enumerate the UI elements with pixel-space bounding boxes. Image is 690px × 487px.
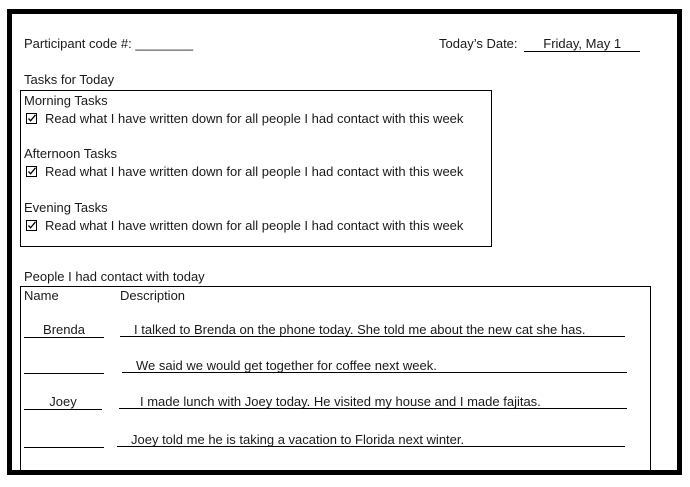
checkbox-checked-icon[interactable] xyxy=(26,166,37,177)
contact-description[interactable]: We said we would get together for coffee next week. xyxy=(122,358,627,373)
contact-description[interactable]: I talked to Brenda on the phone today. She told me about the new cat she has. xyxy=(120,322,625,337)
worksheet-frame xyxy=(7,9,682,475)
evening-tasks-title: Evening Tasks xyxy=(24,200,108,215)
afternoon-tasks-title: Afternoon Tasks xyxy=(24,146,117,161)
morning-tasks-title: Morning Tasks xyxy=(24,93,108,108)
people-heading: People I had contact with today xyxy=(24,269,205,284)
afternoon-task-item xyxy=(26,164,463,179)
contact-description[interactable]: Joey told me he is taking a vacation to Florida next winter. xyxy=(117,432,625,447)
contact-description[interactable]: I made lunch with Joey today. He visited my house and I made fajitas. xyxy=(119,394,627,409)
column-header-name: Name xyxy=(24,288,59,303)
morning-task-item xyxy=(26,111,463,126)
tasks-box xyxy=(20,90,492,247)
date-label: Today’s Date: xyxy=(439,36,518,51)
afternoon-task-text: Read what I have written down for all people I had contact with this week xyxy=(45,164,464,179)
participant-code-value: ________ xyxy=(135,36,194,51)
contact-name[interactable] xyxy=(24,358,104,374)
people-box xyxy=(20,286,651,475)
evening-task-item xyxy=(26,218,463,233)
contact-name[interactable] xyxy=(24,432,104,448)
contact-name[interactable]: Joey xyxy=(24,394,102,410)
contact-name[interactable]: Brenda xyxy=(24,322,104,338)
participant-code-label: Participant code #: xyxy=(24,36,132,51)
tasks-heading: Tasks for Today xyxy=(24,72,115,87)
todays-date xyxy=(439,36,640,52)
date-value: Friday, May 1 xyxy=(524,37,640,52)
checkbox-checked-icon[interactable] xyxy=(26,113,37,124)
column-header-description: Description xyxy=(120,288,186,303)
participant-code xyxy=(24,36,193,51)
evening-task-text: Read what I have written down for all people I had contact with this week xyxy=(45,218,464,233)
checkbox-checked-icon[interactable] xyxy=(26,220,37,231)
morning-task-text: Read what I have written down for all people I had contact with this week xyxy=(45,111,464,126)
